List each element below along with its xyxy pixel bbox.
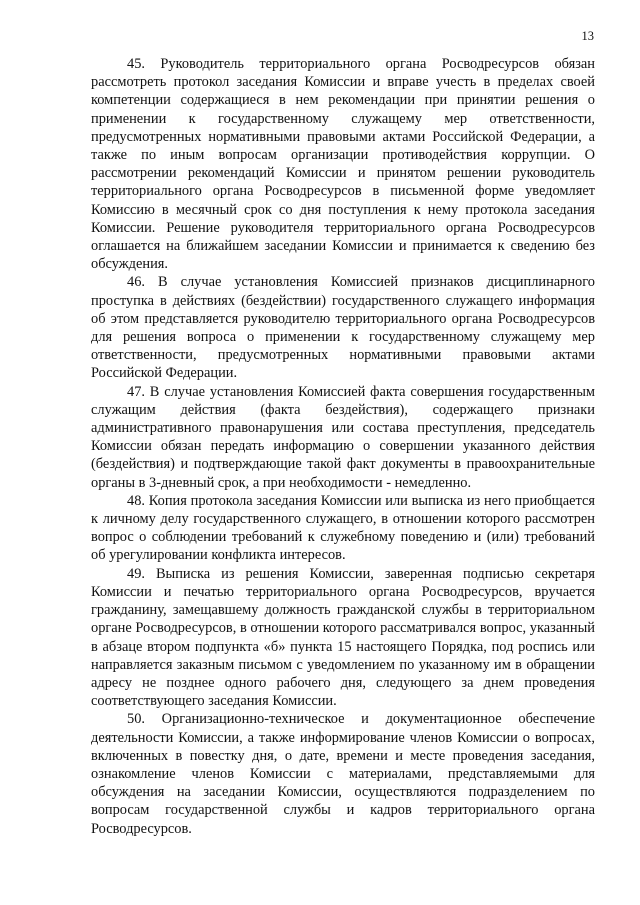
paragraph-47: 47. В случае установления Комиссией факта совершения государственным служащим действия (факта бездействия), содержащего признаки административного правонарушения или состава преступления, председатель Комиссии обязан передать информацию о совершении указанного действия (бездействия) и подтверждающие такой факт документы в правоохранительные органы в 3-дневный срок, а при необходимости - немедленно. xyxy=(91,383,595,491)
paragraph-46: 46. В случае установления Комиссией признаков дисциплинарного проступка в действиях (бездействии) государственного служащего информация об этом представляется руководителю территориального органа Росводресурсов для решения вопроса о применении к государственному служащему мер ответственности, предусмотренных нормативными правовыми актами Российской Федерации. xyxy=(91,274,595,382)
paragraph-49: 49. Выписка из решения Комиссии, заверенная подписью секретаря Комиссии и печатью территориального органа Росводресурсов, вручается гражданину, замещавшему должность гражданской службы в территориальном органе Росводресурсов, в отношении которого рассматривался вопрос, указанный в абзаце втором подпункта «б» пункта 15 настоящего Порядка, под роспись или направляется заказным письмом с уведомлением по указанному им в обращении адресу не позднее одного рабочего дня, следующего за днем проведения соответствующего заседания Комиссии. xyxy=(91,565,595,710)
page-number: 13 xyxy=(581,29,594,43)
document-body xyxy=(91,55,595,838)
paragraph-50: 50. Организационно-техническое и документационное обеспечение деятельности Комиссии, а также информирование членов Комиссии о вопросах, включенных в повестку дня, о дате, времени и месте проведения заседания, ознакомление членов Комиссии с материалами, представляемыми для обсуждения на заседании Комиссии, осуществляются подразделением по вопросам государственной службы и кадров территориального органа Росводресурсов. xyxy=(91,711,595,837)
paragraph-45: 45. Руководитель территориального органа Росводресурсов обязан рассмотреть протокол заседания Комиссии и вправе учесть в пределах своей компетенции содержащиеся в нем рекомендации при принятии решения о применении к государственному служащему мер ответственности, предусмотренных нормативными правовыми актами Российской Федерации, а также по иным вопросам организации противодействия коррупции. О рассмотрении рекомендаций Комиссии и принятом решении руководитель территориального органа Росводресурсов в письменной форме уведомляет Комиссию в месячный срок со дня поступления к нему протокола заседания Комиссии. Решение руководителя территориального органа Росводресурсов оглашается на ближайшем заседании Комиссии и принимается к сведению без обсуждения. xyxy=(91,56,595,273)
paragraph-48: 48. Копия протокола заседания Комиссии или выписка из него приобщается к личному делу государственного служащего, в отношении которого рассмотрен вопрос о соблюдении требований к служебному поведению и (или) требований об урегулировании конфликта интересов. xyxy=(91,492,595,564)
